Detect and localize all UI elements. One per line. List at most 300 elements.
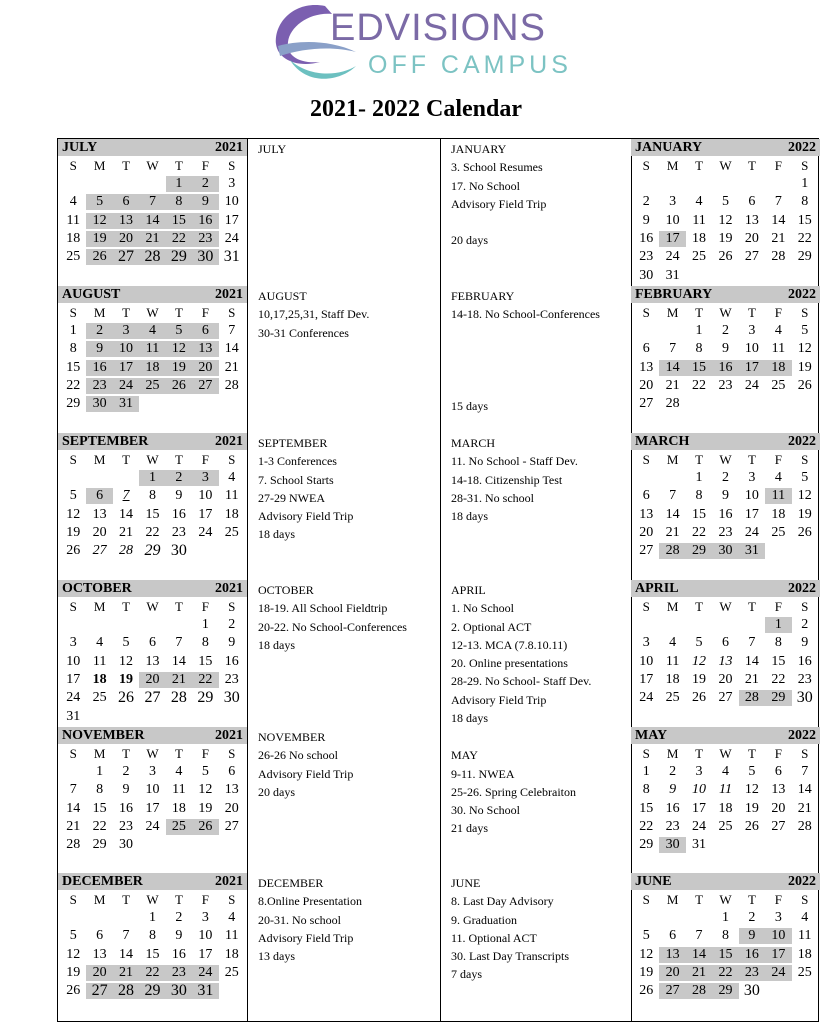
notes-line: 8. Last Day Advisory <box>451 894 554 909</box>
notes-line: 20-31. No school <box>258 912 341 927</box>
weekday-label: F <box>201 305 209 320</box>
day-cell: 7 <box>69 782 77 798</box>
day-cell: 19 <box>692 671 707 687</box>
day-cell: 26 <box>639 983 654 999</box>
day-cell: 2 <box>748 910 756 925</box>
day-cell: 1 <box>801 176 809 191</box>
notes-line: 2. Optional ACT <box>451 619 532 634</box>
day-cell: 9 <box>175 488 183 504</box>
weekday-label: S <box>228 452 236 467</box>
day-cell: 7 <box>122 928 130 944</box>
month-year: 2021 <box>215 581 243 596</box>
day-cell: 23 <box>119 818 134 834</box>
column-divider <box>440 139 441 1021</box>
weekday-label: W <box>146 158 159 173</box>
day-cell: 17 <box>113 360 139 376</box>
day-cell: 22 <box>145 524 160 540</box>
day-cell: 8 <box>148 928 156 944</box>
day-cell: 12 <box>797 488 812 504</box>
day-cell: 17 <box>692 800 707 816</box>
day-cell: 26 <box>66 983 81 999</box>
notes-line: 3. School Resumes <box>451 160 543 175</box>
day-cell: 11 <box>225 488 239 504</box>
day-cell: 24 <box>744 377 759 393</box>
weekday-label: T <box>122 892 131 907</box>
weekday-label: S <box>801 305 809 320</box>
day-cell: 3 <box>201 910 209 925</box>
day-cell: 22 <box>692 377 707 393</box>
notes-line: 18 days <box>451 509 488 524</box>
month-name: JANUARY <box>635 140 703 155</box>
day-cell: 24 <box>744 524 759 540</box>
day-cell: 17 <box>145 800 160 816</box>
day-cell: 30 <box>796 689 813 707</box>
day-cell: 17 <box>765 947 791 963</box>
day-cell: 22 <box>797 230 812 246</box>
month-year: 2022 <box>788 581 816 596</box>
day-cell: 13 <box>771 782 786 798</box>
notes-line: 30-31 Conferences <box>258 325 349 340</box>
day-cell: 27 <box>718 690 733 706</box>
day-cell: 12 <box>639 946 654 962</box>
notes-line: 27-29 NWEA <box>258 490 325 505</box>
notes-month-heading: JANUARY <box>451 142 507 156</box>
day-cell: 20 <box>92 524 107 540</box>
month-year: 2022 <box>788 287 816 302</box>
weekday-label: T <box>174 158 183 173</box>
day-cell: 7 <box>669 488 677 504</box>
weekday-label: M <box>666 158 679 173</box>
weekday-label: M <box>666 452 679 467</box>
weekday-label: M <box>666 892 679 907</box>
notes-line: Advisory Field Trip <box>451 692 547 707</box>
month-name: DECEMBER <box>62 874 143 889</box>
day-cell: 23 <box>192 231 218 247</box>
day-cell: 12 <box>86 213 112 229</box>
day-cell: 29 <box>797 249 812 265</box>
day-cell: 24 <box>639 690 654 706</box>
day-cell: 1 <box>139 470 165 486</box>
day-cell: 19 <box>166 360 192 376</box>
day-cell: 30 <box>170 542 187 560</box>
day-cell: 25 <box>692 249 707 265</box>
month-year: 2021 <box>215 140 243 155</box>
notes-month-heading: SEPTEMBER <box>258 436 328 450</box>
day-cell: 23 <box>166 965 192 981</box>
day-cell: 22 <box>166 231 192 247</box>
weekday-label: M <box>93 158 106 173</box>
weekday-label: T <box>695 158 704 173</box>
day-cell: 29 <box>639 837 654 853</box>
day-cell: 11 <box>92 653 107 669</box>
day-cell: 16 <box>171 506 186 522</box>
weekday-label: W <box>146 305 159 320</box>
day-cell: 17 <box>744 506 759 522</box>
day-cell: 2 <box>642 194 650 210</box>
weekday-label: M <box>666 305 679 320</box>
weekday-label: S <box>228 746 236 761</box>
day-cell: 30 <box>86 396 112 412</box>
day-cell: 27 <box>659 983 685 999</box>
day-cell: 9 <box>86 341 112 357</box>
day-cell: 16 <box>171 946 186 962</box>
notes-line: 14-18. Citizenship Test <box>451 472 563 487</box>
day-cell: 10 <box>765 928 791 944</box>
weekday-label: M <box>666 599 679 614</box>
day-cell: 2 <box>801 617 809 632</box>
day-cell: 27 <box>92 543 107 559</box>
month-header <box>58 873 247 890</box>
notes-month-heading: FEBRUARY <box>451 289 515 303</box>
day-cell: 19 <box>66 964 81 980</box>
day-cell: 13 <box>718 653 733 669</box>
day-cell: 13 <box>744 212 759 228</box>
weekday-label: W <box>719 746 732 761</box>
day-cell: 21 <box>139 231 165 247</box>
day-cell: 30 <box>166 983 192 999</box>
day-cell: 5 <box>721 194 729 210</box>
month-block <box>58 139 247 286</box>
day-cell: 28 <box>739 690 765 706</box>
day-cell: 9 <box>721 488 729 504</box>
weekday-label: W <box>146 599 159 614</box>
month-year: 2021 <box>215 434 243 449</box>
month-name: MAY <box>635 728 668 743</box>
notes-line: 26-26 No school <box>258 748 338 763</box>
day-cell: 21 <box>665 524 680 540</box>
notes-block <box>451 728 576 838</box>
day-cell: 11 <box>225 928 239 944</box>
day-cell: 20 <box>639 377 654 393</box>
weekday-label: W <box>719 892 732 907</box>
day-cell: 21 <box>113 965 139 981</box>
day-cell: 27 <box>192 378 218 394</box>
weekday-label: S <box>69 158 77 173</box>
month-block <box>631 580 820 727</box>
day-cell: 18 <box>771 506 786 522</box>
day-cell: 13 <box>639 359 654 375</box>
notes-month-heading: JUNE <box>451 876 481 890</box>
day-cell: 1 <box>642 764 650 779</box>
day-cell: 4 <box>228 470 236 485</box>
day-cell: 28 <box>771 249 786 265</box>
day-cell: 15 <box>145 506 160 522</box>
day-cell: 3 <box>774 910 782 925</box>
day-cell: 13 <box>92 506 107 522</box>
day-cell: 13 <box>639 506 654 522</box>
day-cell: 22 <box>192 672 218 688</box>
day-cell: 4 <box>175 764 183 779</box>
day-cell: 29 <box>197 689 214 707</box>
day-cell: 15 <box>198 653 213 669</box>
day-cell: 31 <box>692 837 707 853</box>
day-cell: 26 <box>744 818 759 834</box>
day-cell: 27 <box>639 543 654 559</box>
notes-month-heading <box>451 728 576 746</box>
notes-month-heading: AUGUST <box>258 289 307 303</box>
day-cell: 15 <box>771 653 786 669</box>
day-cell: 28 <box>139 249 165 265</box>
day-cell: 12 <box>66 946 81 962</box>
notes-line: 21 days <box>451 821 488 836</box>
day-cell: 27 <box>144 689 161 707</box>
day-cell: 22 <box>771 671 786 687</box>
day-cell: 21 <box>797 800 812 816</box>
weekday-label: W <box>719 452 732 467</box>
day-cell: 16 <box>712 360 738 376</box>
day-cell: 3 <box>113 323 139 339</box>
day-cell: 14 <box>171 653 186 669</box>
weekday-label: M <box>93 599 106 614</box>
day-cell: 3 <box>148 764 156 779</box>
day-cell: 24 <box>192 965 218 981</box>
day-cell: 28 <box>224 377 239 393</box>
day-cell: 25 <box>771 524 786 540</box>
day-cell: 6 <box>113 194 139 210</box>
day-cell: 11 <box>719 782 732 798</box>
weekday-label: S <box>69 452 77 467</box>
day-cell: 16 <box>797 653 812 669</box>
day-cell: 22 <box>66 377 81 393</box>
day-cell: 20 <box>192 360 218 376</box>
notes-line: 15 days <box>451 398 488 413</box>
weekday-label: T <box>174 746 183 761</box>
day-cell: 5 <box>86 194 112 210</box>
month-header <box>631 727 820 744</box>
notes-line: 10,17,25,31, Staff Dev. <box>258 307 370 322</box>
month-year: 2022 <box>788 140 816 155</box>
day-cell: 6 <box>228 764 236 779</box>
weekday-label: S <box>642 158 650 173</box>
day-cell: 28 <box>686 983 712 999</box>
notes-line: 30. Last Day Transcripts <box>451 949 569 964</box>
day-cell: 29 <box>686 543 712 559</box>
month-name: MARCH <box>635 434 690 449</box>
day-cell: 26 <box>192 819 218 835</box>
day-cell: 15 <box>639 800 654 816</box>
day-cell: 8 <box>201 635 209 651</box>
notes-line: 18 days <box>451 711 488 726</box>
day-cell: 19 <box>119 671 134 687</box>
day-cell: 24 <box>145 818 160 834</box>
day-cell: 2 <box>721 323 729 338</box>
day-cell: 13 <box>192 341 218 357</box>
day-cell: 9 <box>175 928 183 944</box>
day-cell: 26 <box>692 690 707 706</box>
day-cell: 27 <box>113 249 139 265</box>
notes-month-heading: MARCH <box>451 436 496 450</box>
notes-line: 20. Online presentations <box>451 656 568 671</box>
day-cell: 5 <box>801 323 809 338</box>
day-cell: 3 <box>228 176 236 191</box>
day-cell: 26 <box>118 689 135 707</box>
day-cell: 29 <box>144 542 161 560</box>
day-cell: 18 <box>797 946 812 962</box>
day-cell: 7 <box>801 764 809 779</box>
day-cell: 11 <box>798 928 812 944</box>
day-cell: 1 <box>201 617 209 632</box>
day-cell: 2 <box>175 910 183 925</box>
weekday-label: T <box>695 452 704 467</box>
day-cell: 12 <box>744 782 759 798</box>
day-cell: 1 <box>96 764 104 779</box>
weekday-label: M <box>93 305 106 320</box>
day-cell: 14 <box>771 212 786 228</box>
day-cell: 3 <box>642 635 650 651</box>
day-cell: 20 <box>113 231 139 247</box>
notes-line: 20 days <box>451 233 488 248</box>
day-cell: 23 <box>639 249 654 265</box>
notes-month-heading: APRIL <box>451 583 486 597</box>
day-cell: 2 <box>228 617 236 632</box>
day-cell: 17 <box>198 946 213 962</box>
day-cell: 8 <box>774 635 782 651</box>
notes-month-heading: DECEMBER <box>258 876 324 890</box>
day-cell: 21 <box>771 230 786 246</box>
day-cell: 7 <box>122 488 130 504</box>
notes-line: 14-18. No School-Conferences <box>451 307 600 322</box>
day-cell: 15 <box>66 359 81 375</box>
day-cell: 19 <box>744 800 759 816</box>
day-cell: 4 <box>139 323 165 339</box>
day-cell: 24 <box>66 690 81 706</box>
day-cell: 30 <box>712 543 738 559</box>
month-year: 2021 <box>215 874 243 889</box>
day-cell: 14 <box>224 341 239 357</box>
day-cell: 22 <box>712 965 738 981</box>
day-cell: 5 <box>122 635 130 651</box>
notes-line: 25-26. Spring Celebraiton <box>451 784 576 799</box>
notes-line: Advisory Field Trip <box>258 509 354 524</box>
day-cell: 6 <box>192 323 218 339</box>
day-cell: 30 <box>119 837 134 853</box>
month-block <box>631 286 820 433</box>
day-cell: 1 <box>69 323 77 338</box>
day-cell: 30 <box>639 267 654 283</box>
month-header <box>58 286 247 303</box>
day-cell: 29 <box>166 249 192 265</box>
day-cell: 19 <box>718 230 733 246</box>
day-cell: 27 <box>744 249 759 265</box>
weekday-label: F <box>774 892 782 907</box>
month-header <box>58 580 247 597</box>
day-cell: 1 <box>721 910 729 925</box>
notes-line: 30. No School <box>451 803 520 818</box>
day-cell: 19 <box>797 506 812 522</box>
weekday-label: T <box>122 158 131 173</box>
notes-block <box>451 140 546 250</box>
day-cell: 1 <box>166 176 192 192</box>
day-cell: 2 <box>721 470 729 485</box>
month-header <box>631 139 820 156</box>
month-block <box>58 873 247 1020</box>
day-cell: 11 <box>765 488 791 504</box>
notes-month-heading: OCTOBER <box>258 583 314 597</box>
month-header <box>631 873 820 890</box>
month-block <box>631 139 820 286</box>
month-header <box>631 433 820 450</box>
day-cell: 16 <box>718 506 733 522</box>
day-cell: 4 <box>669 635 677 651</box>
day-cell: 6 <box>669 928 677 944</box>
day-cell: 18 <box>718 800 733 816</box>
day-cell: 23 <box>739 965 765 981</box>
day-cell: 8 <box>148 488 156 504</box>
day-cell: 1 <box>695 470 703 485</box>
day-cell: 19 <box>198 800 213 816</box>
weekday-label: M <box>93 452 106 467</box>
day-cell: 29 <box>765 690 791 706</box>
brand-tagline: OFF CAMPUS <box>368 51 572 79</box>
day-cell: 27 <box>86 983 112 999</box>
day-cell: 20 <box>86 965 112 981</box>
day-cell: 19 <box>639 964 654 980</box>
notes-line: 20-22. No School-Conferences <box>258 619 407 634</box>
month-block <box>58 286 247 433</box>
day-cell: 8 <box>69 341 77 357</box>
day-cell: 15 <box>166 213 192 229</box>
day-cell: 20 <box>718 671 733 687</box>
day-cell: 10 <box>145 782 160 798</box>
day-cell: 25 <box>797 964 812 980</box>
notes-block <box>451 287 600 415</box>
day-cell: 2 <box>166 470 192 486</box>
day-cell: 11 <box>692 212 706 228</box>
day-cell: 2 <box>669 764 677 779</box>
day-cell: 9 <box>642 212 650 228</box>
day-cell: 5 <box>748 764 756 779</box>
notes-line: 1. No School <box>451 601 514 616</box>
notes-line <box>451 324 600 342</box>
day-cell: 5 <box>201 764 209 779</box>
day-cell: 11 <box>771 341 786 357</box>
day-cell: 8 <box>642 782 650 798</box>
notes-block <box>258 287 369 342</box>
day-cell: 6 <box>721 635 729 651</box>
day-cell: 2 <box>192 176 218 192</box>
day-cell: 16 <box>86 360 112 376</box>
notes-line <box>451 342 600 360</box>
month-name: AUGUST <box>62 287 121 302</box>
notes-line: 7 days <box>451 967 482 982</box>
day-cell: 4 <box>695 194 703 210</box>
day-cell: 25 <box>224 524 239 540</box>
day-cell: 25 <box>771 377 786 393</box>
month-header <box>631 580 820 597</box>
weekday-label: F <box>774 452 782 467</box>
weekday-label: T <box>695 746 704 761</box>
day-cell: 6 <box>642 488 650 504</box>
weekday-label: S <box>801 452 809 467</box>
month-block <box>631 873 820 1020</box>
day-cell: 18 <box>224 946 239 962</box>
notes-block <box>258 874 362 965</box>
weekday-label: F <box>201 746 209 761</box>
day-cell: 31 <box>113 396 139 412</box>
day-cell: 10 <box>66 653 81 669</box>
notes-line: 28-29. No School- Staff Dev. <box>451 674 592 689</box>
notes-line <box>451 360 600 378</box>
day-cell: 28 <box>659 543 685 559</box>
notes-line: Advisory Field Trip <box>451 196 547 211</box>
day-cell: 4 <box>801 910 809 925</box>
day-cell: 4 <box>721 764 729 779</box>
notes-block <box>258 728 353 801</box>
day-cell: 12 <box>119 653 134 669</box>
day-cell: 23 <box>224 671 239 687</box>
day-cell: 20 <box>639 524 654 540</box>
day-cell: 10 <box>692 782 707 798</box>
